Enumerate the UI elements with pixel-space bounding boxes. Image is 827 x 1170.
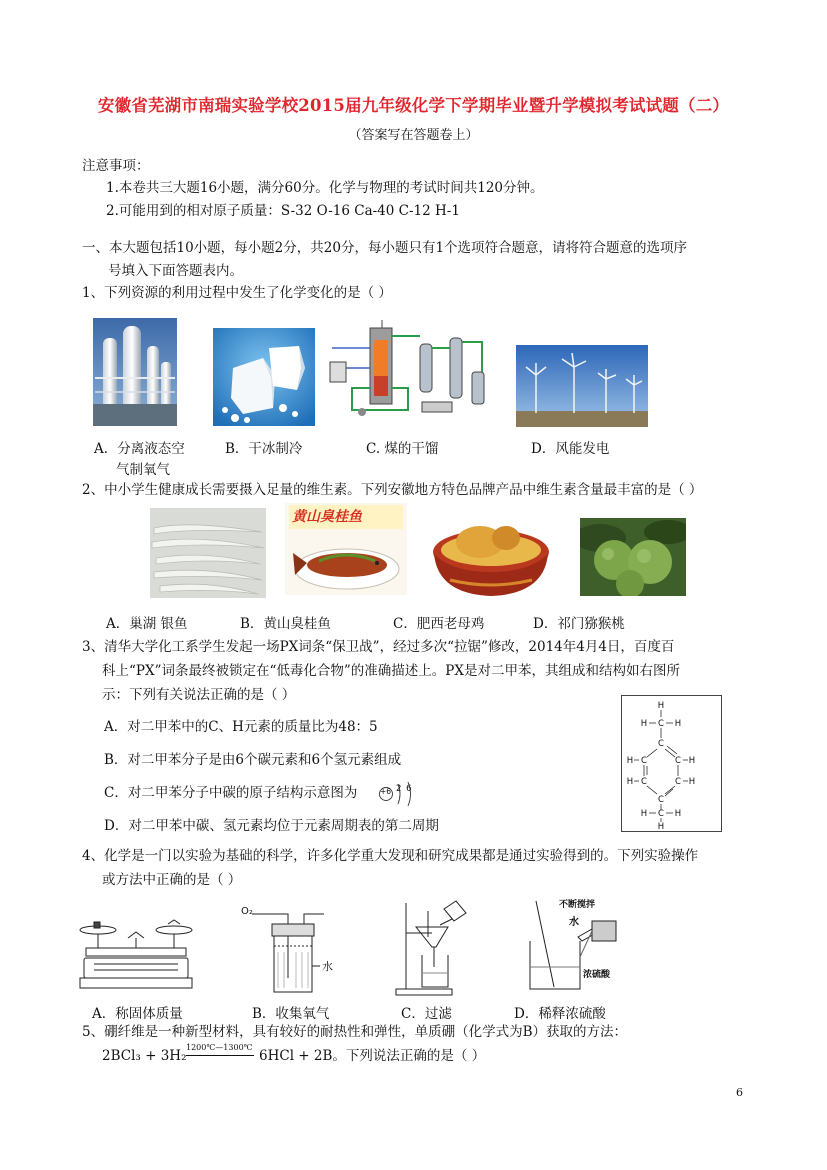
section-1-line-2: 号填入下面答题表内。 xyxy=(108,263,243,279)
q1-stem: 1、下列资源的利用过程中发生了化学变化的是（ ） xyxy=(82,285,392,301)
p-xylene-structure xyxy=(621,695,722,832)
q4-option-b: B．收集氧气 xyxy=(252,1006,330,1022)
q2-option-c: C．肥西老母鸡 xyxy=(393,616,485,632)
notice-heading: 注意事项： xyxy=(82,158,150,174)
atom-nucleus-label: +6 xyxy=(380,787,392,796)
gas-collection-drawing xyxy=(238,906,338,998)
svg-text:C: C xyxy=(641,756,647,766)
q1-option-b: B．干冰制冷 xyxy=(225,441,303,457)
q3-option-c: C．对二甲苯分子中碳的原子结构示意图为 xyxy=(104,785,358,801)
wind-farm-image xyxy=(516,345,648,427)
svg-text:H: H xyxy=(674,719,682,729)
q1-option-a-line-2: 气制氧气 xyxy=(116,462,170,478)
page-title: 安徽省芜湖市南瑞实验学校2015届九年级化学下学期毕业暨升学模拟考试试题（二） xyxy=(97,96,730,115)
svg-text:H: H xyxy=(640,719,648,729)
svg-text:C: C xyxy=(658,809,664,819)
q2-option-d: D．祁门猕猴桃 xyxy=(533,616,625,632)
svg-text:C: C xyxy=(658,739,664,749)
atom-shell-numbers: 2 6 xyxy=(396,784,412,794)
q4-option-d: D．稀释浓硫酸 xyxy=(514,1006,606,1022)
q1-option-d: D．风能发电 xyxy=(531,441,610,457)
svg-text:H: H xyxy=(626,756,634,766)
stirring-label: 不断搅拌 xyxy=(559,900,596,910)
q2-option-a: A．巢湖 银鱼 xyxy=(106,616,188,632)
svg-text:H: H xyxy=(626,777,634,787)
notice-line-1: 1.本卷共三大题16小题，满分60分。化学与物理的考试时间共120分钟。 xyxy=(106,180,544,196)
page-number: 6 xyxy=(736,1086,743,1099)
q4-option-a: A．称固体质量 xyxy=(92,1006,183,1022)
silver-fish-image xyxy=(150,508,266,598)
svg-text:C: C xyxy=(675,756,681,766)
svg-text:H: H xyxy=(657,822,665,831)
q3-stem-line-1: 3、清华大学化工系学生发起一场PX词条“保卫战”，经过多次“拉锯”修改，2014年4月4日，百度百 xyxy=(82,639,675,655)
kiwi-fruit-image xyxy=(580,518,686,596)
filtration-drawing xyxy=(392,897,472,997)
q4-stem-line-1: 4、化学是一门以实验为基础的科学，许多化学重大发现和研究成果都是通过实验得到的。下列实验操作 xyxy=(82,848,699,864)
balance-scale-drawing xyxy=(78,918,194,992)
equation-left: 2BCl₃ + 3H₂ xyxy=(102,1048,187,1064)
svg-text:H: H xyxy=(657,701,665,711)
oxygen-label: O₂ xyxy=(241,906,253,917)
q1-option-a-line-1: A．分离液态空 xyxy=(94,441,185,457)
q4-stem-line-2: 或方法中正确的是（ ） xyxy=(102,872,242,888)
svg-text:C: C xyxy=(675,777,681,787)
equation-arrow-line xyxy=(186,1055,254,1056)
coal-distillation-diagram xyxy=(322,318,492,420)
q4-option-c: C．过滤 xyxy=(401,1006,452,1022)
q2-option-b: B．黄山臭桂鱼 xyxy=(240,616,331,632)
equation-right: 6HCl + 2B。下列说法正确的是（ ） xyxy=(259,1048,486,1064)
svg-text:H: H xyxy=(674,809,682,819)
water-label-2: 水 xyxy=(569,917,579,928)
equation-condition: 1200℃—1300℃ xyxy=(186,1043,253,1052)
water-label: 水 xyxy=(322,960,333,973)
air-separation-plant-image xyxy=(93,318,177,426)
q3-option-b: B．对二甲苯分子是由6个碳元素和6个氢元素组成 xyxy=(104,752,402,768)
sulfuric-acid-label: 浓硫酸 xyxy=(583,970,611,980)
q3-stem-line-2: 科上“PX”词条最终被锁定在“低毒化合物”的准确描述上。PX是对二甲苯，其组成和结构如右图所 xyxy=(102,663,680,679)
page-subtitle: （答案写在答题卷上） xyxy=(348,128,479,143)
svg-text:H: H xyxy=(640,809,648,819)
svg-text:C: C xyxy=(658,719,664,729)
q3-stem-line-3: 示：下列有关说法正确的是（ ） xyxy=(102,687,296,703)
section-1-line-1: 一、本大题包括10小题，每小题2分，共20分，每小题只有1个选项符合题意，请将符合题意的选项序 xyxy=(82,240,688,256)
q5-stem-line-1: 5、硼纤维是一种新型材料，具有较好的耐热性和弹性，单质硼（化学式为B）获取的方法： xyxy=(82,1024,628,1040)
svg-text:H: H xyxy=(688,777,696,787)
hen-soup-image xyxy=(430,508,552,600)
svg-text:C: C xyxy=(658,795,664,805)
fish-banner-text: 黄山臭桂鱼 xyxy=(292,509,362,525)
dilution-drawing xyxy=(520,897,636,997)
notice-line-2: 2.可能用到的相对原子质量：S-32 O-16 Ca-40 C-12 H-1 xyxy=(106,203,460,219)
q1-option-c: C. 煤的干馏 xyxy=(366,441,439,457)
svg-text:C: C xyxy=(641,777,647,787)
dry-ice-image xyxy=(213,328,315,426)
q2-stem: 2、中小学生健康成长需要摄入足量的维生素。下列安徽地方特色品牌产品中维生素含量最丰富的是（ ） xyxy=(82,482,703,498)
q3-option-d: D．对二甲苯中碳、氢元素均位于元素周期表的第二周期 xyxy=(104,818,439,834)
q3-option-a: A．对二甲苯中的C、H元素的质量比为48：5 xyxy=(104,719,378,735)
svg-text:H: H xyxy=(688,756,696,766)
